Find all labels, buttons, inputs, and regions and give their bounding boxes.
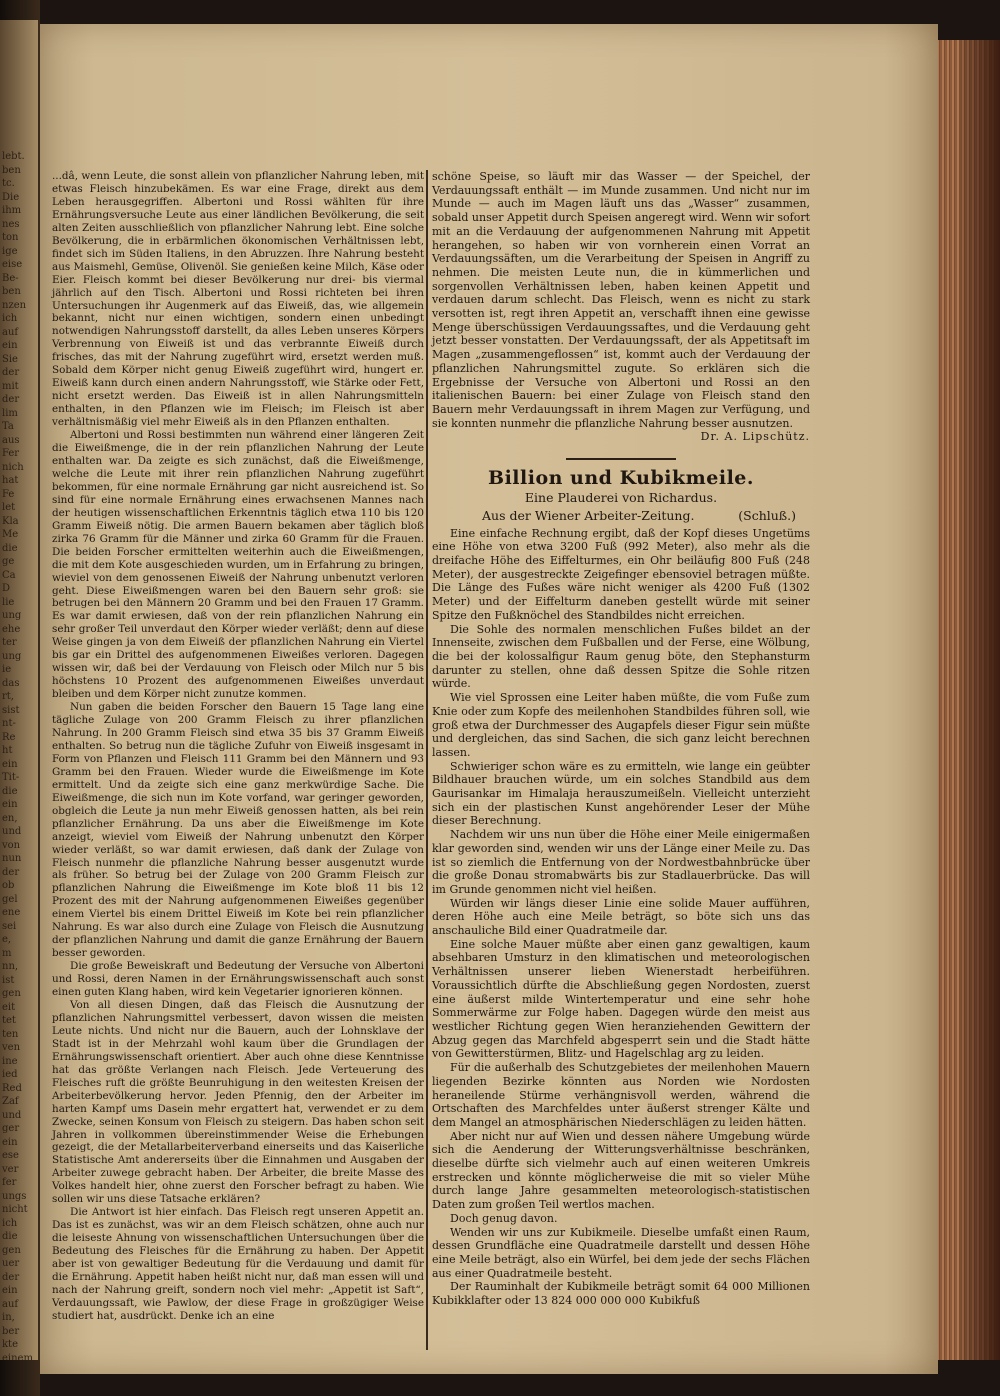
previous-page-fragment: gen xyxy=(2,1244,21,1256)
previous-page-fragment: ein xyxy=(2,1285,18,1296)
article-title: Billion und Kubikmeile. xyxy=(488,466,754,489)
paragraph: Nun gaben die beiden Forscher den Bauern 15 Tage lang eine tägliche Zulage von 200 Gramm Fleisch zu ihrer pflanzlichen Nahrung. In 200 Gramm Fleisch sind etwa 35 bis 37 Gramm Eiweiß enthalten. So betrug nun die tägliche Zufuhr von Eiweiß insgesamt in Form von Pflanzen und Fleisch 111 Gramm bei den Männern und 93 Gramm bei den Frauen. Wieder wurde die Eiweißmenge im Kote ermittelt. Und da zeigte sich eine ganz merkwürdige Sache. Die Eiweißmenge, die sich nun im Kote vorfand, war geringer geworden, obgleich die Leute ja nun mehr Eiweiß genossen hatten, als bei rein pflanzlicher Ernährung. Da uns aber die Eiweißmenge im Kote anzeigt, wieviel vom Eiweiß der Nahrung unbenutzt den Körper wieder verläßt, so war damit erwiesen, daß dank der Zulage von Fleisch nunmehr die pflanzliche Nahrung besser ausgenutzt wurde als früher. So betrug bei der Zulage von 200 Gramm Fleisch zur pflanzlichen Nahrung die Eiweißmenge im Kote bloß 11 bis 12 Prozent des mit der Nahrung aufgenommenen Eiweißes gegenüber einem Viertel bis einem Drittel Eiweiß im Kote bei rein pflanzlicher Nahrung. Es war also durch eine Zulage von Fleisch die Ausnutzung der pflanzlichen Nahrung und damit die ganze Ernährung der Bauern besser geworden. xyxy=(52,701,424,960)
previous-page-fragment: der xyxy=(2,1271,20,1283)
previous-page-fragment: nes xyxy=(2,218,20,230)
previous-page-fragment: ied xyxy=(2,1069,18,1080)
newspaper-page xyxy=(40,24,938,1374)
previous-page-fragment: ben xyxy=(2,286,21,297)
previous-page-fragment: ine xyxy=(2,1055,18,1067)
previous-page-fragment: D xyxy=(2,583,11,594)
article-status: (Schluß.) xyxy=(738,507,796,523)
previous-page-fragment: ver xyxy=(2,1163,19,1175)
paragraph: Die Antwort ist hier einfach. Das Fleisch regt unseren Appetit an. Das ist es zunächst, was wir an dem Fleisch schätzen, ohne auch nur die leiseste Ahnung von wissenschaftlichen Untersuchungen über die Bedeutung des Fleisches für die Ernährung zu haben. Der Appetit aber ist von gewaltiger Bedeutung für die Verdauung und damit für die Ernährung. Appetit haben heißt nicht nur, daß man essen will und nach der Nahrung greift, sondern noch viel mehr: „Appetit ist Saft“, Verdauungssaft, wie Pawlow, der diese Frage in großzügiger Weise studiert hat, ausdrückt. Denke ich an eine xyxy=(52,1206,424,1322)
previous-page-fragment: ht xyxy=(2,745,13,756)
previous-page-fragment: Fer xyxy=(2,448,20,459)
previous-page-fragment: Tit- xyxy=(2,772,20,783)
paragraph: Aber nicht nur auf Wien und dessen nähere Umgebung würde sich die Aenderung der Witterungsverhältnisse beschränken, dieselbe dürfte sich vielmehr auch auf einen weiteren Umkreis erstrecken und könnte möglicherweise die mit so vieler Mühe durch lange Jahre gesammelten meteorologisch-statistischen Daten zum großen Teil wertlos machen. xyxy=(432,1129,810,1212)
previous-page-fragment: die xyxy=(2,1231,18,1242)
section-separator xyxy=(566,458,676,460)
paragraph: Die große Beweiskraft und Bedeutung der Versuche von Albertoni und Rossi, deren Namen in der Ernährungswissenschaft auch sonst einen guten Klang haben, wird kein Vegetarier ignorieren können. xyxy=(52,960,424,999)
paragraph: Der Rauminhalt der Kubikmeile beträgt somit 64 000 Millionen Kubikklafter oder 13 824 000 000 000 Kubikfuß xyxy=(432,1280,810,1308)
previous-page-fragment: ob xyxy=(2,880,15,891)
previous-page-fragment: ese xyxy=(2,1150,19,1161)
paragraph: Albertoni und Rossi bestimmten nun während einer längeren Zeit die Eiweißmenge, die in der rein pflanzlichen Nahrung der Leute enthalten war. Da zeigte es sich zunächst, daß die Eiweißmenge, welche die Leute mit ihrer rein pflanzlichen Nahrung zugeführt bekommen, für eine normale Ernährung gar nicht ausreichend ist. So sind für eine normale Ernährung eines erwachsenen Mannes nach der heutigen wissenschaftlichen Erkenntnis täglich etwa 110 bis 120 Gramm Eiweiß nötig. Die armen Bauern bekamen aber täglich bloß zirka 76 Gramm für die Männer und zirka 60 Gramm für die Frauen. Die beiden Forscher ermittelten weiterhin auch die Eiweißmengen, die mit dem Kote ausgeschieden wurden, um in Erfahrung zu bringen, wieviel von dem genossenen Eiweiß der Nahrung unbenutzt verloren geht. Diese Eiweißmengen waren bei den Bauern sehr groß: sie betrugen bei den Männern 20 Gramm und bei den Frauen 17 Gramm. Es war damit erwiesen, daß von der rein pflanzlichen Nahrung ein sehr großer Teil unverdaut den Körper wieder verläßt; denn auf diese Weise gingen ja von dem Eiweiß der pflanzlichen Nahrung ein Viertel bis gar ein Drittel des aufgenommenen Eiweißes verloren. Dagegen wissen wir, daß bei der Verdauung von Fleisch oder Milch nur 5 bis höchstens 10 Prozent des aufgenommenen Eiweißes unverdaut bleiben und dem Körper nicht zunutze kommen. xyxy=(52,429,424,701)
column-divider xyxy=(426,170,428,1350)
previous-page-fragment: nzen xyxy=(2,299,27,311)
previous-page-fragment: ein xyxy=(2,799,18,810)
paragraph: Wenden wir uns zur Kubikmeile. Dieselbe umfaßt einen Raum, dessen Grundfläche eine Quadratmeile darstellt und dessen Höhe eine Meile beträgt, also ein Würfel, bei dem jede der sechs Flächen aus einer Quadratmeile besteht. xyxy=(432,1225,810,1280)
paragraph: ...dâ, wenn Leute, die sonst allein von pflanzlicher Nahrung leben, mit etwas Fleisch hinzubekämen. Es war eine Frage, direkt aus dem Leben herausgegriffen. Albertoni und Rossi wählten für ihre Ernährungsversuche Leute aus einer ländlichen Bevölkerung, die seit alten Zeiten ausschließlich von pflanzlicher Nahrung lebt. Eine solche Bevölkerung, die in erbärmlichen ökonomischen Verhältnissen lebt, findet sich im Süden Italiens, in den Abruzzen. Ihre Nahrung besteht aus Maismehl, Gemüse, Olivenöl. Sie genießen keine Milch, Käse oder Eier. Fleisch kommt bei dieser Bevölkerung nur drei- bis viermal jährlich auf den Tisch. Albertoni und Rossi richteten bei ihren Untersuchungen ihr Augenmerk auf das Eiweiß, das, wie allgemein bekannt, nicht nur einen wichtigen, sondern einen unbedingt notwendigen Nahrungsstoff darstellt, da alles Leben unseres Körpers Verbrennung von Eiweiß ist und das verbrannte Eiweiß durch frisches, das mit der Nahrung zugeführt wird, ersetzt werden muß. Sobald dem Körper nicht genug Eiweiß zugeführt wird, hungert er. Eiweiß kann durch einen andern Nahrungsstoff, wie Stärke oder Fett, nicht ersetzt werden. Das Eiweiß ist in allen Nahrungsmitteln enthalten, in den Pflanzen wie im Fleisch; im Fleisch ist aber verhältnismäßig viel mehr Eiweiß als in den Pflanzen enthalten. xyxy=(52,170,424,429)
left-column xyxy=(52,170,424,1323)
previous-page-fragment: der xyxy=(2,367,20,378)
previous-page-fragment: in, xyxy=(2,1312,15,1323)
previous-page-fragment: lebt. xyxy=(2,151,25,162)
previous-page-fragment: aus xyxy=(2,434,20,446)
previous-page-fragment: lim xyxy=(2,407,18,419)
previous-page-fragment: uer xyxy=(2,1258,20,1269)
paragraph: Würden wir längs dieser Linie eine solide Mauer aufführen, deren Höhe auch eine Meile beträgt, so böte sich uns das anschauliche Bild einer Quadratmeile dar. xyxy=(432,896,810,938)
previous-page-fragment: Zaf xyxy=(2,1096,19,1107)
previous-page-fragment: das xyxy=(2,677,20,689)
previous-page-fragment: ein xyxy=(2,758,18,770)
previous-page-fragment: ungs xyxy=(2,1190,27,1202)
paragraph: Wie viel Sprossen eine Leiter haben müßte, die vom Fuße zum Knie oder zum Kopfe des meilenhohen Standbildes führen soll, wie groß etwa der Durchmesser des Augapfels dieser Figur sein müßte und dergleichen, das sind Sachen, die sich ganz leicht berechnen lassen. xyxy=(432,691,810,759)
paragraph: Die Sohle des normalen menschlichen Fußes bildet an der Innenseite, zwischen dem Fußballen und der Ferse, eine Wölbung, die bei der kolossalfigur Raum genug böte, den Stephansturm darunter zu stellen, ohne daß dessen Spitze die Sohle ritzen würde. xyxy=(432,622,810,691)
previous-page-fragment: eise xyxy=(2,259,23,270)
previous-page-fragment: Kla xyxy=(2,515,19,527)
previous-page-fragment: ie xyxy=(2,664,12,675)
previous-page-fragment: ber xyxy=(2,1325,20,1337)
previous-page-fragment: m xyxy=(2,947,12,959)
previous-page-fragment: ehe xyxy=(2,623,21,635)
paragraph: schöne Speise, so läuft mir das Wasser — der Speichel, der Verdauungssaft enthält — im Munde zusammen. Und nicht nur im Munde — auch im Magen läuft uns das „Wasser“ zusammen, sobald unser Appetit durch Speisen angeregt wird. Wenn wir sofort mit an die Verdauung der aufgenommenen Nahrung mit Appetit herangehen, so haben wir von vornherein einen Vorrat an Verdauungssäften, um die Verarbeitung der Speisen in Angriff zu nehmen. Die meisten Leute nun, die in kümmerlichen und sorgenvollen Verhältnissen leben, haben keinen Appetit und verdauen darum schlecht. Das Fleisch, wenn es nicht zu stark versotten ist, regt ihren Appetit an, verschafft ihnen eine gewisse Menge überschüssigen Verdauungssaftes, und die Verdauung geht jetzt besser vonstatten. Der Verdauungssaft, der als Appetitsaft im Magen „zusammengeflossen“ ist, kommt auch der Verdauung der pflanzlichen Nahrungsmittel zugute. So erklären sich die Ergebnisse der Versuche von Albertoni und Rossi an den italienischen Bauern: bei einer Zulage von Fleisch stand den Bauern mehr Verdauungssaft in ihrem Magen zur Verfügung, und sie konnten nunmehr die pflanzliche Nahrung besser ausnutzen. xyxy=(432,170,810,430)
previous-page-fragment: tet xyxy=(2,1015,16,1026)
article-source: Aus der Wiener Arbeiter-Zeitung. xyxy=(482,507,695,523)
previous-page-fragment: lie xyxy=(2,596,15,608)
paragraph: Für die außerhalb des Schutzgebietes der meilenhohen Mauern liegenden Bezirke könnten aus Norden wie Nordosten heraneilende Stürme verhängnisvoll werden, während die Ortschaften des Marchfeldes unter äußerst strenger Kälte und dem Mangel an atmosphärischen Niederschlägen zu leiden hätten. xyxy=(432,1061,810,1129)
previous-page-fragment: gen xyxy=(2,988,21,999)
previous-page-edge xyxy=(0,20,38,1360)
previous-page-fragment: Be- xyxy=(2,272,19,284)
previous-page-fragment: nt- xyxy=(2,718,16,729)
author-signature: Dr. A. Lipschütz. xyxy=(700,430,810,444)
paragraph: Nachdem wir uns nun über die Höhe einer Meile einigermaßen klar geworden sind, wenden wir uns der Länge einer Meile zu. Das ist so ziemlich die Entfernung von der Nordwestbahnbrücke über die große Donau stromabwärts bis zur Stadlauerbrücke. Das will im Grunde genommen nicht viel heißen. xyxy=(432,828,810,896)
previous-page-fragment: einem xyxy=(2,1352,33,1360)
previous-page-fragment: Me xyxy=(2,529,19,540)
previous-page-fragment: Fe xyxy=(2,488,15,500)
book-edge-shadow xyxy=(960,40,1000,1360)
previous-page-fragment: sei xyxy=(2,920,17,932)
previous-page-fragment: ter xyxy=(2,637,17,648)
previous-page-fragment: tc. xyxy=(2,178,15,189)
previous-page-fragment: ein xyxy=(2,340,18,351)
previous-page-fragment: von xyxy=(2,839,21,851)
previous-page-fragment: Die xyxy=(2,191,20,203)
previous-page-fragment: Red xyxy=(2,1082,22,1094)
previous-page-fragment: ten xyxy=(2,1028,19,1040)
previous-page-fragment: ger xyxy=(2,1123,20,1134)
previous-page-fragment: e, xyxy=(2,934,12,945)
previous-page-fragment: ene xyxy=(2,907,21,918)
previous-page-fragment: sist xyxy=(2,704,20,716)
paragraph: Doch genug davon. xyxy=(450,1211,558,1225)
previous-page-fragment: gel xyxy=(2,893,18,905)
previous-page-fragment: en, xyxy=(2,812,18,824)
article-subtitle: Eine Plauderei von Richardus. xyxy=(524,490,718,506)
previous-page-fragment: ihm xyxy=(2,205,22,216)
article-source-line xyxy=(432,509,810,523)
previous-page-fragment: und xyxy=(2,826,22,837)
previous-page-fragment: nich xyxy=(2,461,24,473)
paragraph: Schwieriger schon wäre es zu ermitteln, wie lange ein geübter Bildhauer brauchen würde, um ein solches Standbild aus dem Gaurisankar im Himalaja herauszumeißeln. Vielleicht unterzieht sich ein der plastischen Kunst angehörender Leser der Mühe dieser Berechnung. xyxy=(432,759,810,828)
previous-page-fragment: nun xyxy=(2,853,22,864)
previous-page-fragment: ein xyxy=(2,1136,18,1148)
previous-page-fragment: hat xyxy=(2,475,19,486)
previous-page-fragment: ge xyxy=(2,556,15,567)
previous-page-fragment: ich xyxy=(2,313,18,324)
previous-page-fragment: ben xyxy=(2,164,21,176)
previous-page-fragment: und xyxy=(2,1109,22,1121)
paragraph: Von all diesen Dingen, daß das Fleisch die Ausnutzung der pflanzlichen Nahrungsmittel verbessert, davon wissen die meisten Leute nichts. Und nicht nur die Bauern, auch der Lohnsklave der Stadt ist in der Mehrzahl wohl kaum über die Grundlagen der Ernährungswissenschaft orientiert. Aber auch ohne diese Kenntnisse hat das größte Verlangen nach Fleisch. Jede Verteuerung des Fleisches ruft die größte Beunruhigung in den weitesten Kreisen der Arbeiterbevölkerung hervor. Jeden Pfennig, den der Arbeiter im harten Kampf ums Dasein mehr ergattert hat, verwendet er zu dem Zwecke, seinen Konsum von Fleisch zu steigern. Das haben schon seit Jahren in vollkommen übereinstimmender Weise die Erhebungen gezeigt, die der Metallarbeiterverband einerseits und das Kaiserliche Statistische Amt andererseits über die Einnahmen und Ausgaben der Arbeiter zuwege gebracht haben. Der Arbeiter, die breite Masse des Volkes handelt hier, ohne zuerst den Forscher befragt zu haben. Wie sollen wir uns diese Tatsache erklären? xyxy=(52,999,424,1206)
previous-page-fragment: ung xyxy=(2,610,22,621)
previous-page-fragment: mit xyxy=(2,380,19,392)
right-column xyxy=(432,170,810,1308)
previous-page-fragment: rt, xyxy=(2,691,14,702)
previous-page-fragment: auf xyxy=(2,1298,19,1310)
previous-page-fragment: ven xyxy=(2,1042,21,1053)
previous-page-fragment: Ta xyxy=(2,421,14,432)
previous-page-fragment: let xyxy=(2,502,16,513)
previous-page-fragment: nicht xyxy=(2,1204,28,1215)
previous-page-fragment: Sie xyxy=(2,353,18,365)
previous-page-fragment: der xyxy=(2,866,20,878)
previous-page-fragment: kte xyxy=(2,1339,18,1350)
previous-page-fragment: ige xyxy=(2,245,18,257)
paragraph: Eine solche Mauer müßte aber einen ganz gewaltigen, kaum absehbaren Umsturz in den klimatischen und meteorologischen Verhältnissen unserer lieben Wienerstadt herbeiführen. Voraussichtlich dürfte die Abschließung gegen Nordosten, zuerst eine äußerst milde Wintertemperatur und eine sehr hohe Sommerwärme zur Folge haben. Dagegen würde den meist aus westlicher Richtung gegen Wien heranziehenden Gewittern der Abzug gegen das Marchfeld abgesperrt sein und die Stadt hätte von Gewitterstürmen, Blitz- und Hagelschlag arg zu leiden. xyxy=(432,937,810,1061)
previous-page-fragment: ton xyxy=(2,232,19,243)
previous-page-fragment: fer xyxy=(2,1177,17,1188)
previous-page-fragment: auf xyxy=(2,326,19,338)
previous-page-fragment: Re xyxy=(2,731,16,743)
previous-page-fragment: der xyxy=(2,394,20,405)
previous-page-fragment: Ca xyxy=(2,569,16,581)
previous-page-fragment: eit xyxy=(2,1001,16,1013)
previous-page-fragment: nn, xyxy=(2,961,19,972)
previous-page-fragment: ich xyxy=(2,1217,18,1229)
previous-page-fragment: ist xyxy=(2,974,15,986)
previous-page-fragment: die xyxy=(2,542,18,554)
paragraph: Eine einfache Rechnung ergibt, daß der Kopf dieses Ungetüms eine Höhe von etwa 3200 Fuß (992 Meter), also mehr als die dreifache Höhe des Eiffelturmes, ein Ohr beiläufig 800 Fuß (248 Meter), der ausgestreckte Zeigefinger ebensoviel betragen müßte. Die Länge des Fußes wäre nicht weniger als 4200 Fuß (1302 Meter) und der Eiffelturm daneben gestellt würde mit seiner Spitze den Fußknöchel des Standbildes nicht erreichen. xyxy=(432,526,810,622)
previous-page-fragment: die xyxy=(2,785,18,797)
previous-page-fragment: ung xyxy=(2,650,22,662)
